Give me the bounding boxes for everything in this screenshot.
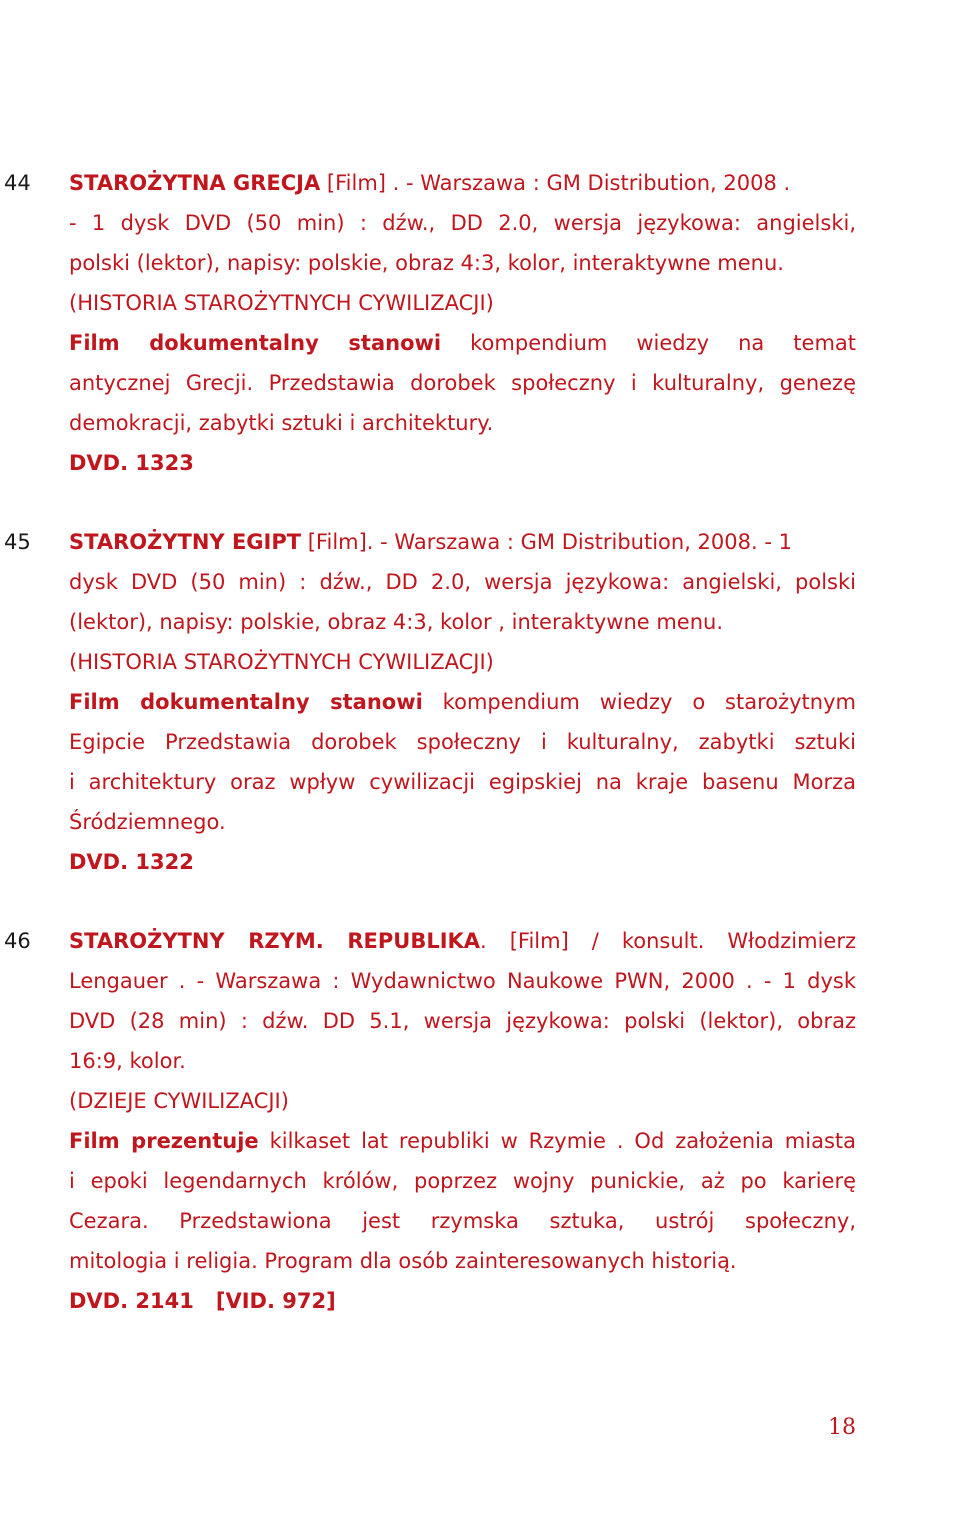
description-line: i architektury oraz wpływ cywilizacji egipskiej na kraje basenu Morza bbox=[69, 770, 856, 794]
description-line: mitologia i religia. Program dla osób zainteresowanych historią. bbox=[69, 1249, 737, 1273]
bibliographic-line: DVD (28 min) : dźw. DD 5.1, wersja językowa: polski (lektor), obraz bbox=[69, 1009, 856, 1033]
shelf-signature: DVD. 1322 bbox=[69, 850, 194, 874]
shelf-signature-line bbox=[69, 1281, 856, 1321]
bibliographic-line bbox=[69, 921, 856, 961]
description-text: kompendium wiedzy o starożytnym bbox=[422, 690, 856, 714]
series-title: (HISTORIA STAROŻYTNYCH CYWILIZACJI) bbox=[69, 291, 494, 315]
description-lead: Film dokumentalny stanowi bbox=[69, 690, 423, 714]
entry-number: 46 bbox=[4, 929, 31, 953]
page-number: 18 bbox=[828, 1415, 856, 1440]
bibliographic-text: [Film] . - Warszawa : GM Distribution, 2008 . bbox=[320, 171, 791, 195]
entry-number: 45 bbox=[4, 530, 31, 554]
description-line: Śródziemnego. bbox=[69, 810, 226, 834]
bibliographic-line: 16:9, kolor. bbox=[69, 1049, 186, 1073]
bibliographic-line bbox=[69, 522, 856, 562]
description-line bbox=[69, 682, 856, 722]
entry-title: STAROŻYTNY RZYM. REPUBLIKA bbox=[69, 929, 481, 953]
bibliographic-line bbox=[69, 163, 856, 203]
entry-body bbox=[69, 921, 856, 1321]
shelf-signature-line bbox=[69, 842, 856, 882]
entry-body bbox=[69, 522, 856, 882]
description-line: antycznej Grecji. Przedstawia dorobek społeczny i kulturalny, genezę bbox=[69, 371, 856, 395]
bibliographic-line: - 1 dysk DVD (50 min) : dźw., DD 2.0, wersja językowa: angielski, bbox=[69, 211, 856, 235]
description-text: kompendium wiedzy na temat bbox=[441, 331, 856, 355]
description-line: demokracji, zabytki sztuki i architektury. bbox=[69, 411, 494, 435]
bibliographic-line: (lektor), napisy: polskie, obraz 4:3, kolor , interaktywne menu. bbox=[69, 610, 724, 634]
description-line: i epoki legendarnych królów, poprzez wojny punickie, aż po karierę bbox=[69, 1169, 856, 1193]
shelf-signature-vid: [VID. 972] bbox=[215, 1289, 336, 1313]
description-line bbox=[69, 1121, 856, 1161]
bibliographic-text: . [Film] / konsult. Włodzimierz bbox=[480, 929, 857, 953]
entry-number: 44 bbox=[4, 171, 31, 195]
description-lead: Film prezentuje bbox=[69, 1129, 259, 1153]
series-title: (HISTORIA STAROŻYTNYCH CYWILIZACJI) bbox=[69, 650, 494, 674]
description-line: Cezara. Przedstawiona jest rzymska sztuka, ustrój społeczny, bbox=[69, 1209, 856, 1233]
description-text: kilkaset lat republiki w Rzymie . Od założenia miasta bbox=[258, 1129, 856, 1153]
entry-title: STAROŻYTNA GRECJA bbox=[69, 171, 321, 195]
shelf-signature: DVD. 2141 bbox=[69, 1289, 194, 1313]
entry-body bbox=[69, 163, 856, 483]
entry-title: STAROŻYTNY EGIPT bbox=[69, 530, 302, 554]
bibliographic-text: [Film]. - Warszawa : GM Distribution, 2008. - 1 bbox=[301, 530, 792, 554]
description-line: Egipcie Przedstawia dorobek społeczny i kulturalny, zabytki sztuki bbox=[69, 730, 856, 754]
bibliographic-line: polski (lektor), napisy: polskie, obraz 4:3, kolor, interaktywne menu. bbox=[69, 251, 784, 275]
series-title: (DZIEJE CYWILIZACJI) bbox=[69, 1089, 289, 1113]
bibliographic-line: dysk DVD (50 min) : dźw., DD 2.0, wersja językowa: angielski, polski bbox=[69, 570, 856, 594]
bibliographic-line: Lengauer . - Warszawa : Wydawnictwo Naukowe PWN, 2000 . - 1 dysk bbox=[69, 969, 856, 993]
description-lead: Film dokumentalny stanowi bbox=[69, 331, 442, 355]
description-line bbox=[69, 323, 856, 363]
shelf-signature: DVD. 1323 bbox=[69, 451, 194, 475]
shelf-signature-line bbox=[69, 443, 856, 483]
